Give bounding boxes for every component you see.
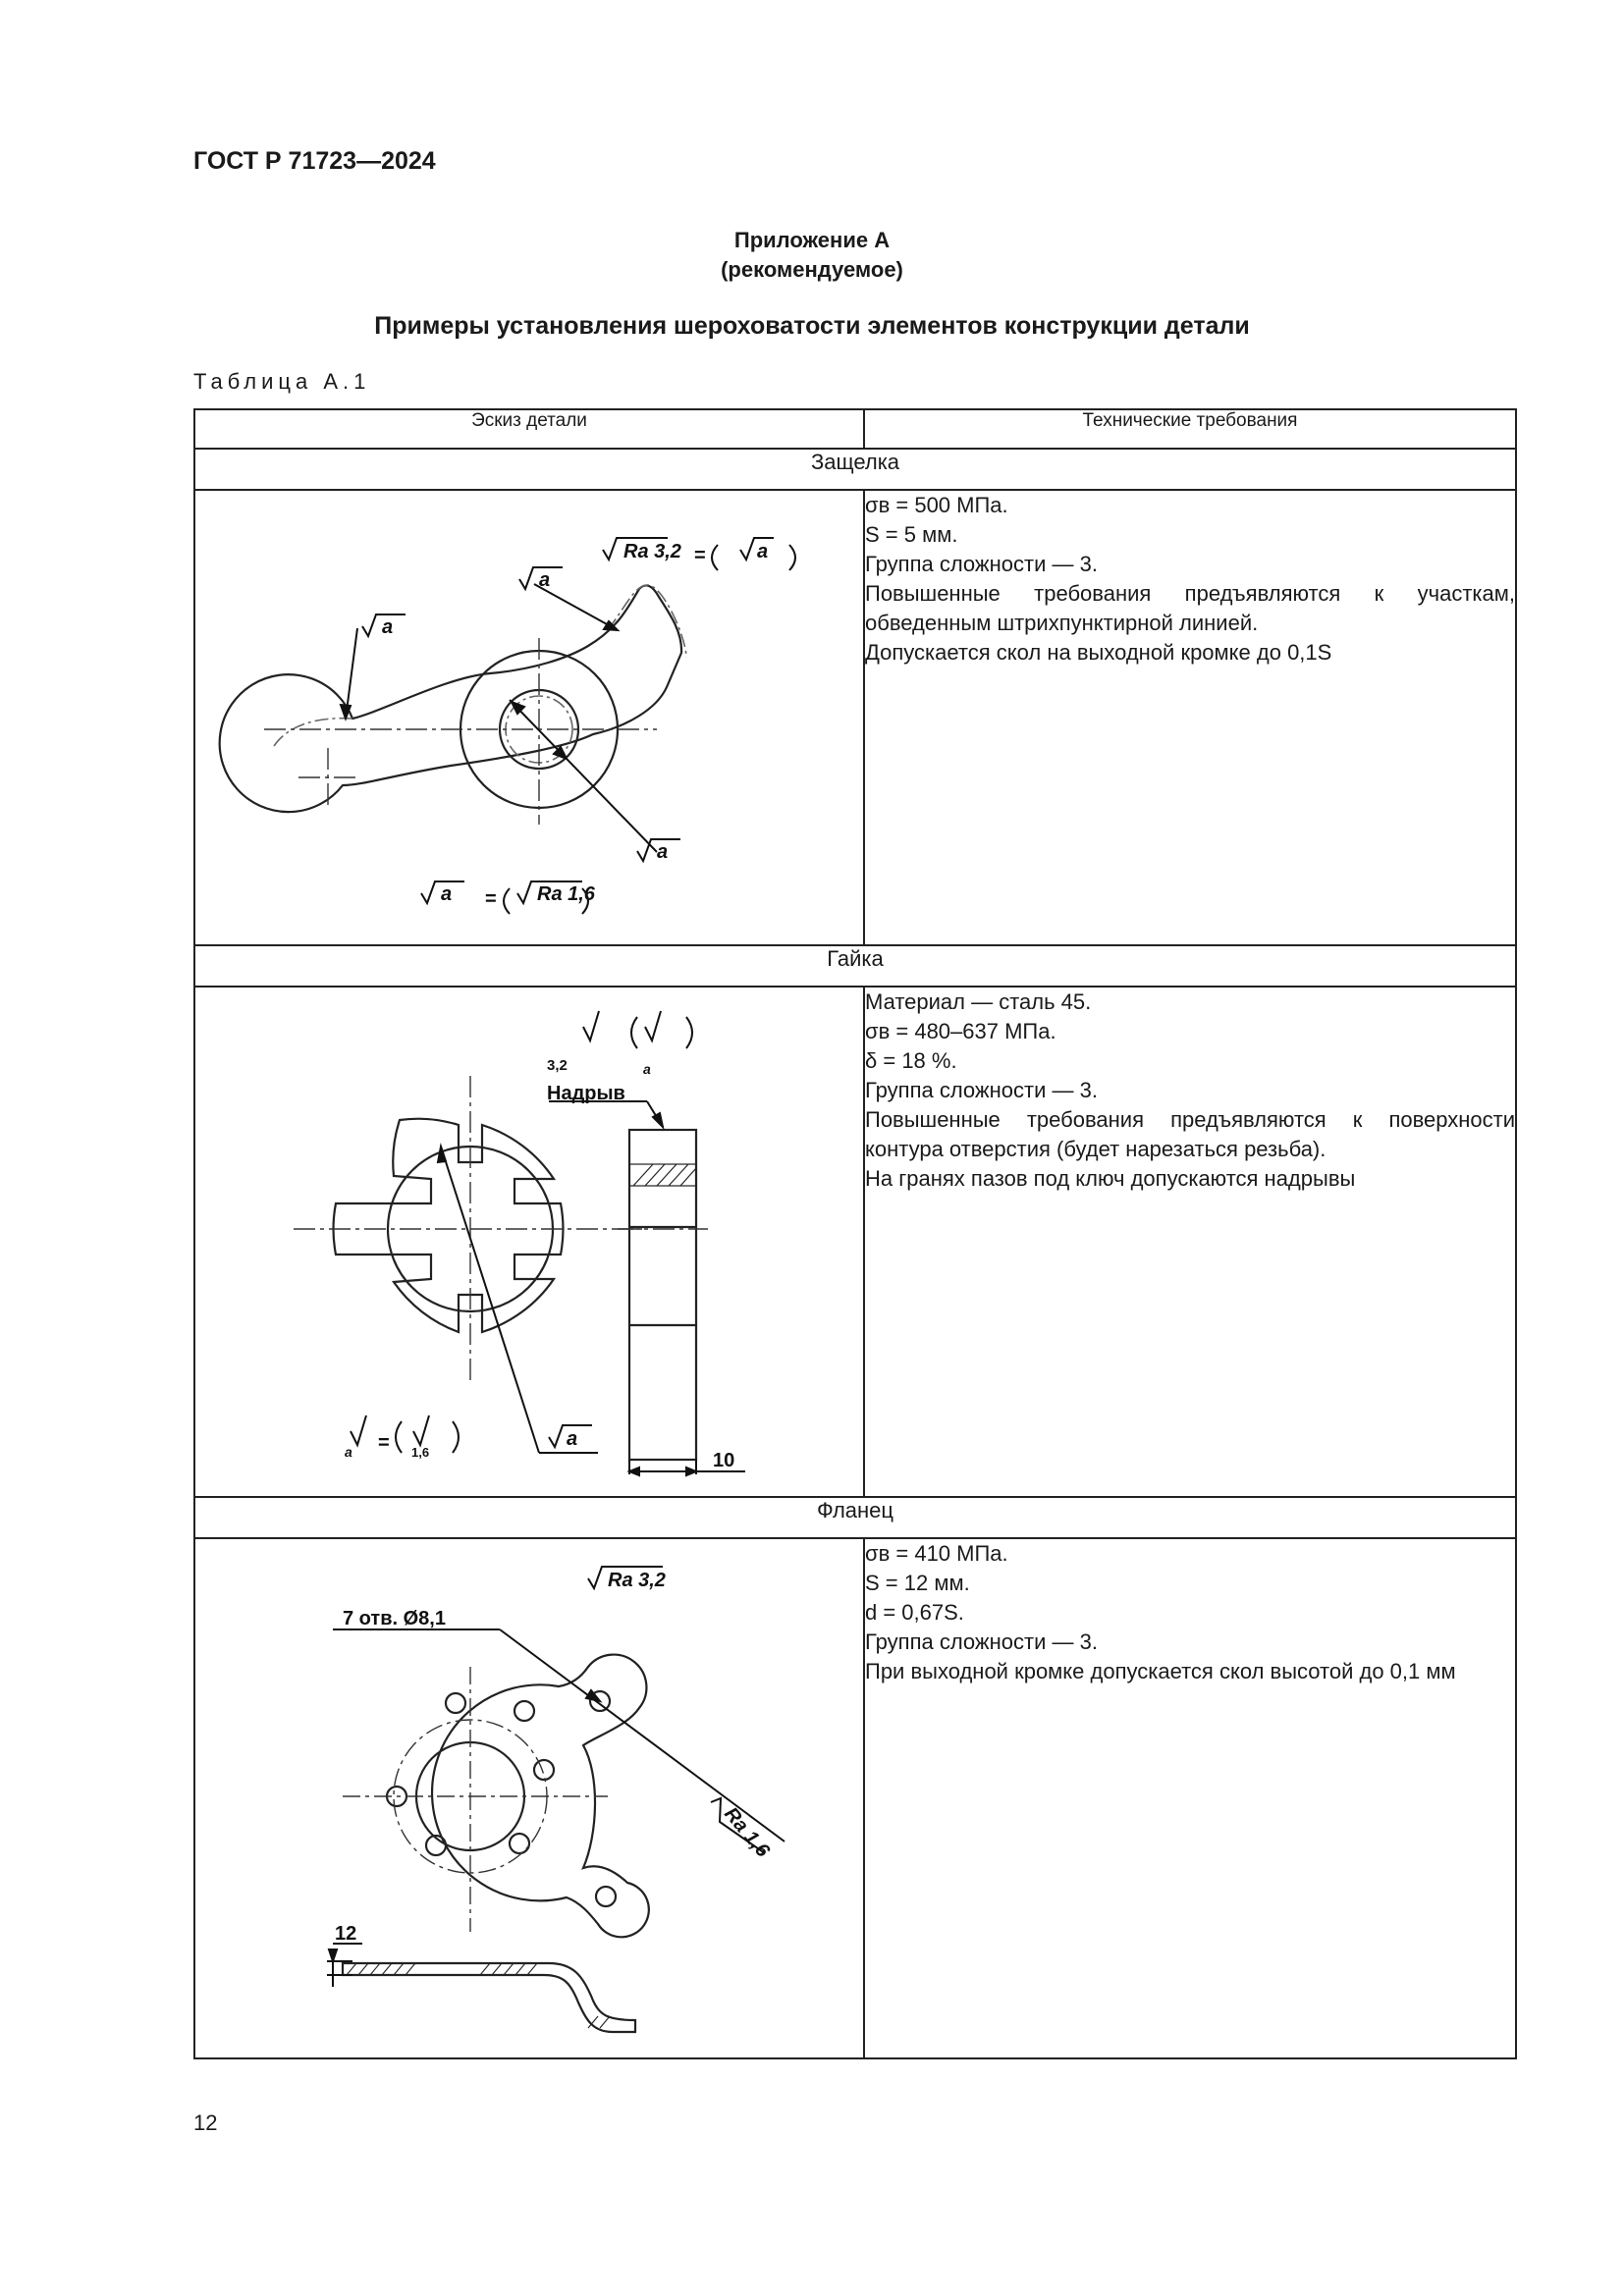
sketch-nut — [194, 987, 864, 1497]
annex-label: Приложение А — [733, 228, 891, 252]
flange-hole-3 — [534, 1760, 554, 1780]
nut-tear-label: Надрыв — [547, 1083, 625, 1104]
req-latch-3: Группа сложности — 3. — [865, 552, 1098, 576]
standard-code: ГОСТ Р 71723—2024 — [193, 147, 436, 175]
annex-title: Примеры установления шероховатости элементов конструкции детали — [374, 312, 1250, 340]
req-nut-6: На гранях пазов под ключ допускаются надрывы — [865, 1166, 1356, 1191]
req-flange-1: σв = 410 МПа. — [865, 1541, 1008, 1566]
requirements-nut — [864, 987, 1516, 1497]
page-number: 12 — [193, 2110, 218, 2135]
req-nut-3: δ = 18 %. — [865, 1048, 957, 1073]
nut-mark-bore: a — [567, 1428, 578, 1450]
flange-drawing — [195, 1539, 863, 2057]
flange-hole-4 — [510, 1834, 529, 1853]
flange-profile — [343, 1963, 635, 2032]
roughness-table — [193, 408, 1517, 2059]
nut-dimension: 10 — [713, 1450, 735, 1471]
section-title-flange: Фланец — [194, 1497, 1516, 1538]
nut-outline — [334, 1119, 564, 1332]
nut-mark-top: a — [643, 1061, 651, 1077]
req-nut-4: Группа сложности — 3. — [865, 1078, 1098, 1102]
nut-drawing — [195, 988, 863, 1496]
latch-bottom-equation-right: Ra 1,6 — [537, 883, 595, 905]
annex-heading — [0, 226, 1624, 285]
flange-roughness-hole: Ra 1,6 — [720, 1803, 774, 1862]
req-nut-5: Повышенные требования предъявляются к поверхности контура отверстия (будет нарезаться резьба). — [865, 1107, 1515, 1161]
section-title-latch: Защелка — [194, 449, 1516, 490]
latch-mark-bore: a — [657, 841, 669, 863]
flange-hole-8 — [596, 1887, 616, 1906]
sketch-latch — [194, 490, 864, 945]
requirements-flange — [864, 1538, 1516, 2058]
nut-equals: = — [378, 1432, 390, 1454]
table-caption: Таблица А.1 — [193, 369, 371, 394]
latch-equals-top: = — [694, 545, 706, 566]
nut-bottom-value: 1,6 — [411, 1445, 430, 1460]
nut-top-value: 3,2 — [547, 1057, 568, 1074]
latch-mark-edge: a — [539, 569, 551, 591]
req-latch-2: S = 5 мм. — [865, 522, 958, 547]
latch-top-equation-left: Ra 3,2 — [623, 541, 681, 562]
latch-drawing — [195, 491, 863, 944]
req-latch-1: σв = 500 МПа. — [865, 493, 1008, 517]
req-flange-3: d = 0,67S. — [865, 1600, 964, 1625]
latch-mark-left: a — [382, 616, 394, 638]
req-nut-1: Материал — сталь 45. — [865, 989, 1092, 1014]
leader-bore — [510, 700, 657, 852]
req-nut-2: σв = 480–637 МПа. — [865, 1019, 1056, 1043]
latch-equals-bottom: = — [485, 888, 497, 910]
flange-thickness: 12 — [335, 1923, 357, 1945]
annex-kind: (рекомендуемое) — [721, 257, 903, 282]
req-latch-4: Повышенные требования предъявляются к участкам, обведенным штрихпунктирной линией. — [865, 581, 1515, 635]
requirements-latch — [864, 490, 1516, 945]
nut-bore-leader — [441, 1147, 539, 1453]
req-flange-2: S = 12 мм. — [865, 1571, 970, 1595]
column-header-sketch: Эскиз детали — [194, 409, 864, 449]
sketch-flange — [194, 1538, 864, 2058]
req-flange-5: При выходной кромке допускается скол высотой до 0,1 мм — [865, 1659, 1456, 1683]
latch-mark-bottom: a — [441, 883, 453, 905]
nut-mark-bottom: a — [345, 1444, 352, 1460]
dashdot-zone-left — [274, 719, 352, 746]
req-latch-5: Допускается скол на выходной кромке до 0,1S — [865, 640, 1332, 665]
column-header-requirements: Технические требования — [864, 409, 1516, 449]
flange-roughness-top: Ra 3,2 — [608, 1570, 666, 1591]
flange-hole-1 — [446, 1693, 465, 1713]
flange-hole-2 — [514, 1701, 534, 1721]
section-title-nut: Гайка — [194, 945, 1516, 987]
flange-holes-label: 7 отв. Ø8,1 — [343, 1608, 446, 1629]
latch-mark-top: a — [757, 541, 769, 562]
leader-top — [534, 584, 618, 630]
req-flange-4: Группа сложности — 3. — [865, 1629, 1098, 1654]
